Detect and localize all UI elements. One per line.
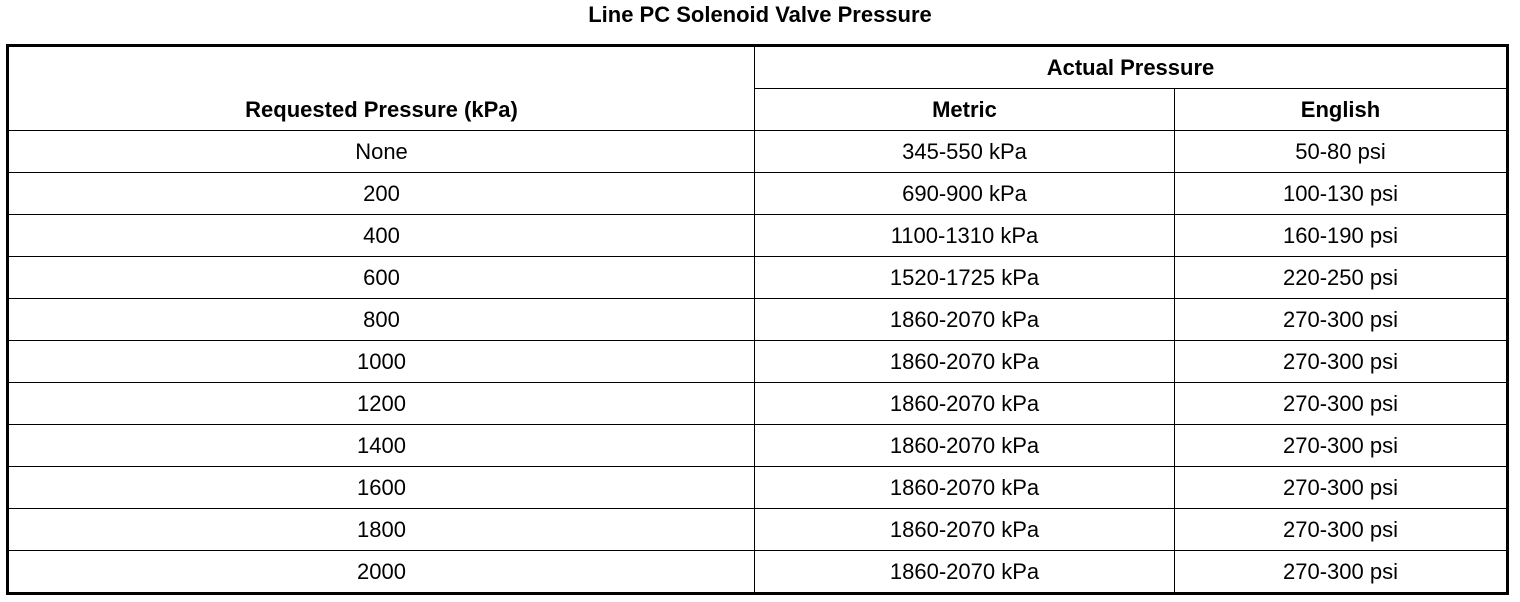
cell-english-pressure: 270-300 psi [1175,467,1508,509]
cell-metric-pressure: 1860-2070 kPa [755,341,1175,383]
table-row [8,425,1508,467]
table-row [8,257,1508,299]
cell-requested-pressure: None [8,131,755,173]
cell-english-pressure: 50-80 psi [1175,131,1508,173]
cell-english-pressure: 270-300 psi [1175,551,1508,594]
cell-metric-pressure: 1520-1725 kPa [755,257,1175,299]
table-row [8,509,1508,551]
header-row-top [8,46,1508,89]
column-header-actual-pressure: Actual Pressure [755,46,1508,89]
cell-metric-pressure: 1860-2070 kPa [755,467,1175,509]
cell-english-pressure: 270-300 psi [1175,383,1508,425]
cell-english-pressure: 100-130 psi [1175,173,1508,215]
cell-metric-pressure: 1860-2070 kPa [755,299,1175,341]
cell-metric-pressure: 1860-2070 kPa [755,551,1175,594]
table-title: Line PC Solenoid Valve Pressure [588,2,932,27]
table-row [8,131,1508,173]
cell-requested-pressure: 200 [8,173,755,215]
cell-english-pressure: 270-300 psi [1175,425,1508,467]
cell-requested-pressure: 800 [8,299,755,341]
column-header-metric: Metric [755,89,1175,131]
table-row [8,467,1508,509]
column-header-requested-pressure: Requested Pressure (kPa) [8,46,755,131]
table-row [8,299,1508,341]
table-row [8,551,1508,594]
cell-requested-pressure: 600 [8,257,755,299]
cell-metric-pressure: 345-550 kPa [755,131,1175,173]
cell-metric-pressure: 1860-2070 kPa [755,383,1175,425]
cell-english-pressure: 270-300 psi [1175,341,1508,383]
cell-metric-pressure: 690-900 kPa [755,173,1175,215]
cell-requested-pressure: 400 [8,215,755,257]
table-row [8,341,1508,383]
table-body [8,131,1508,594]
cell-english-pressure: 270-300 psi [1175,509,1508,551]
cell-requested-pressure: 1800 [8,509,755,551]
column-header-english: English [1175,89,1508,131]
cell-requested-pressure: 1400 [8,425,755,467]
cell-requested-pressure: 1600 [8,467,755,509]
cell-metric-pressure: 1100-1310 kPa [755,215,1175,257]
table-row [8,215,1508,257]
cell-requested-pressure: 2000 [8,551,755,594]
cell-english-pressure: 220-250 psi [1175,257,1508,299]
table-row [8,383,1508,425]
cell-english-pressure: 160-190 psi [1175,215,1508,257]
cell-metric-pressure: 1860-2070 kPa [755,509,1175,551]
table-row [8,173,1508,215]
cell-requested-pressure: 1200 [8,383,755,425]
cell-english-pressure: 270-300 psi [1175,299,1508,341]
pressure-table [6,44,1509,595]
cell-requested-pressure: 1000 [8,341,755,383]
cell-metric-pressure: 1860-2070 kPa [755,425,1175,467]
